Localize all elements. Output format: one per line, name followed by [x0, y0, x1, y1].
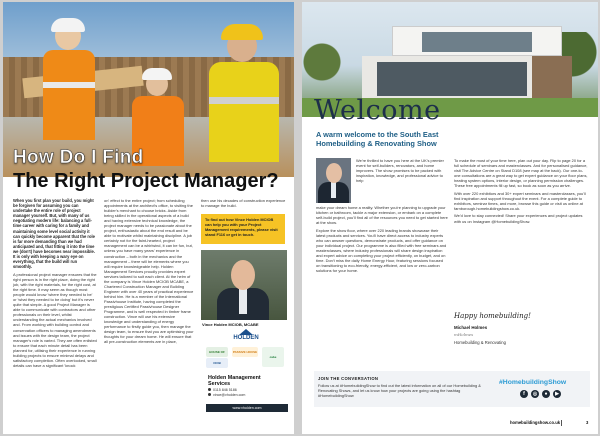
join-text: Follow us at #HomebuildingShow to find out the latest information on all of our Homebuilding & Renovating Shows, and let us know how your projects are going using the hashtag #HomebuildingShow — [318, 383, 481, 398]
join-title: JOIN THE CONVERSATION — [318, 376, 379, 381]
page-number: 3 — [586, 420, 589, 425]
article-intro: When you first plan your build, you might be forgiven for assuming you can undertake the entire role of project manager yourself. But, with many of us negotiating modern life: balancing a full-time career with caring for a family and maintaining some level social activity it can quickly become apparent that the role is far more demanding than we had anticipated and, that fitting it into the time we (don't) have becomes near impossible. It is only with keeping a wary eye on everything, that the build will run smoothly. — [13, 198, 95, 270]
company-name-line2: Services — [208, 381, 231, 388]
vince-holden-photo — [201, 250, 287, 320]
paragraph: Explore the show floor, where over 220 leading brands showcase their latest products and services. You'll have direct access to industry experts who can answer questions, demonstrate products, and offer guidance on your individual project. Our programme is also filled with free seminars and masterclasses, where industry professionals will share design inspiration and expert advice on completing your project efficiently, on budget, and on time. Don't miss the daily Home Energy Hour, featuring sessions focused on transitioning to eco-friendly, energy-efficient, and low or zero-carbon solutions for your home. — [316, 227, 447, 274]
company-name-line1: Holden Management — [208, 375, 261, 381]
welcome-text-top: We're thrilled to have you here at the UK's premier event for self-builders, renovators, and home improvers. The show promises to be packed with inspiration, knowledge, and professional advice to help — [356, 158, 444, 184]
signoff-name: Michael Holmes — [454, 325, 488, 330]
instagram-icon[interactable]: ◎ — [532, 391, 538, 397]
right-page — [302, 2, 598, 434]
welcome-heading: Welcome — [314, 95, 441, 126]
welcome-subtitle — [316, 130, 516, 148]
callout-box: To find out how Vince Holden MCIOB can help you with your Project Management requirements, please visit stand F116 or get in touch. — [201, 214, 285, 244]
email-address[interactable]: vince@vholden.com — [213, 393, 246, 397]
michael-holmes-portrait — [316, 158, 351, 203]
left-page — [3, 2, 294, 434]
join-conversation-box — [314, 371, 590, 407]
paragraph: make your dream home a reality. Whether you're planning to upgrade your kitchen or bathroom, tackle a major extension, or embark on a complete self-build project, you'll find all of the resources you need to get started here at the show. — [316, 205, 448, 226]
signoff-organisation: Homebuilding & Renovating — [454, 340, 506, 345]
footer-url[interactable]: homebuildingshow.co.uk — [510, 420, 561, 425]
accreditation-badges — [206, 347, 286, 369]
facebook-icon[interactable]: f — [520, 390, 528, 398]
footer-divider — [561, 420, 562, 426]
email-icon — [208, 393, 211, 396]
subtitle-line1: A warm welcome to the South East — [316, 130, 439, 139]
article-column-2: on' effect to the entire project; from scheduling appointments at the architect's office, to visiting the builder's merchant to choose bricks. Aside from being skilled in the operational aspects of a build and having extensive technical knowledge, the project manager needs to be passionate about the project, enthusiastic about the end result and be able to motivate whilst maintaining discipline. A job certainly not for the faint-hearted, project management can be a whirlwind, it can be fun, but, unless you have many years' experience in construction – both in the mechanics and the management – there will be elements where you will require knowledgeable help. Holden Management Services proudly provides expert services tailored to suit each client. At the helm of the company is Vince Holden MCIOB MCABE, a Chartered Construction Manager and Building Engineer with over 40 years of practical experience behind him. He is a member of the International Passivhouse Institute, having completed the prestigious Certified Passivhouse Designer Programme, and is well respected in timber frame construction. Vince will use his extensive knowledge and understanding of energy performance to firstly guide you, then manage the design team, to ensure that you are optimising your thoughts for your dream home. He will ensure that all pre-construction elements are in place, — [104, 198, 194, 345]
holden-logo-word: HOLDEN — [233, 335, 259, 341]
paragraph: With over 220 exhibitors and 30+ expert seminars and masterclasses, you'll find inspiration and support throughout the event. For a complete guide to exhibitors, seminar times, and more, browse this guide or visit us online at farnborough.homebuildingshow.co.uk. — [454, 190, 586, 211]
article-title-line1: How Do I Find — [13, 147, 144, 168]
badge-ciob: CIOB — [206, 358, 228, 368]
welcome-column-2 — [454, 158, 588, 226]
photo-caption: Vince Holden MCIOB, MCABE — [202, 322, 259, 327]
website-link[interactable]: www.vholden.com — [206, 404, 288, 412]
hashtag[interactable]: #HomebuildingShow — [499, 379, 567, 386]
badge-house-of: HOUSE OF — [206, 347, 228, 357]
phone-number[interactable]: 0115 846 5186 — [213, 388, 237, 392]
welcome-column-1 — [316, 205, 448, 276]
badge-passive-house: PASSIVE HOUSE — [232, 347, 258, 357]
signature: mHolmes — [454, 332, 474, 337]
company-name — [208, 375, 288, 387]
tiktok-icon[interactable]: ● — [542, 390, 550, 398]
subtitle-line2: Homebuilding & Renovating Show — [316, 139, 437, 149]
contact-details — [208, 388, 288, 398]
article-title-line2: The Right Project Manager? — [13, 170, 279, 192]
youtube-icon[interactable]: ▶ — [553, 390, 561, 398]
signoff-greeting: Happy homebuilding! — [454, 312, 531, 320]
holden-logo — [231, 329, 261, 345]
paragraph: To make the most of your time here, plan out your day. Flip to page 20 for a full schedule of seminars and masterclasses. And for personalised guidance, visit The Advice Centre on Stand D108 (see map at the back). Our one-to-one consultations are a great way to get expert guidance on your floor plans, heating system options, interior design, or planning permission challenges. These free appointments fill up fast, so book as soon as you arrive. — [454, 158, 588, 189]
badge-cabe: cabe — [262, 347, 284, 367]
article-column-1: A professional project manager ensures that the right person is in the right place, doing the right job, with the right materials, for the right cost, at the right time. It may seem as though most people would know 'where they needed to be' or 'what they needed to be doing' but it's never quite that simple. A good Project Manager is able to communicate with contractors and other professionals on their level, whilst understanding the actual mechanics involved and. From working with building control and conservation officers to managing amendments and issues with the design team, the project manager's role is varied. They are often enlisted to ensure that each minute detail has been planned for, utilising their experience in running building projects to ensure minimal delays and satisfactory completion. Often overlooked, small details can have a significant 'knock — [13, 272, 97, 368]
article-column-3: then use his decades of construction experience to manage the build. — [201, 198, 286, 209]
paragraph: We'd love to stay connected! Share your experiences and project updates with us on Instagram @HomebuildingShow. — [454, 213, 583, 224]
phone-icon — [208, 388, 211, 391]
